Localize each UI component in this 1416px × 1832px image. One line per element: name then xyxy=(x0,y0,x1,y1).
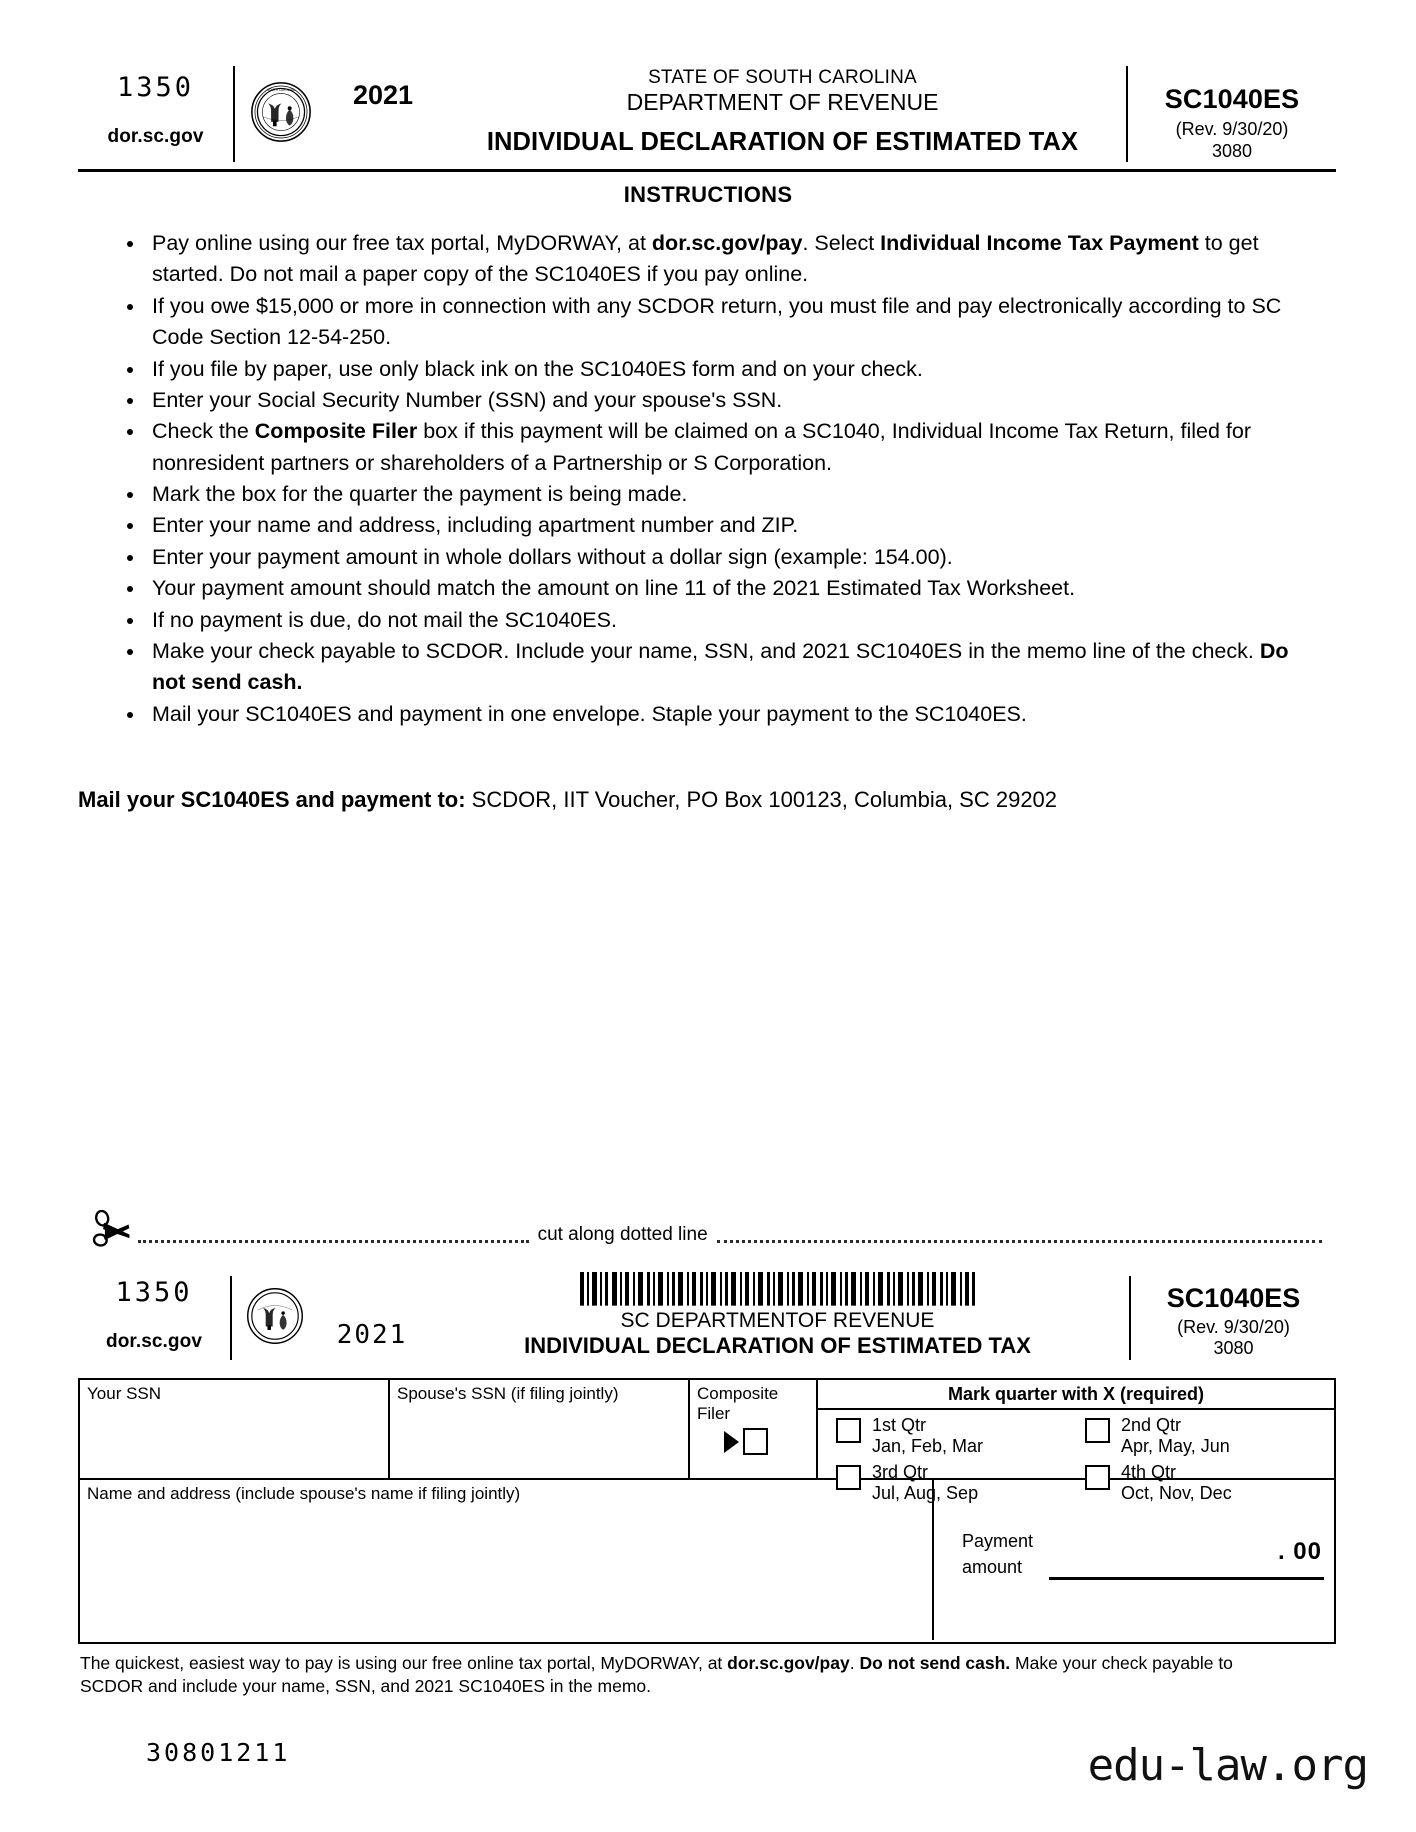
composite-filer-marker xyxy=(724,1428,768,1455)
instruction-text: Enter your name and address, including apartment number and ZIP. xyxy=(152,513,799,538)
voucher-website-label: dor.sc.gov xyxy=(105,1331,203,1352)
voucher-seal-block xyxy=(232,1272,318,1360)
instruction-item xyxy=(146,573,1298,604)
quarter-option-1[interactable] xyxy=(836,1415,1085,1457)
name-address-label: Name and address (include spouse's name if filing jointly) xyxy=(87,1484,521,1503)
instruction-bullets xyxy=(118,228,1298,730)
quarter-option-2[interactable] xyxy=(1085,1415,1334,1457)
form-revision: (Rev. 9/30/20) xyxy=(1175,119,1289,139)
instructions-list xyxy=(118,228,1298,730)
quarter-name: 4th Qtr xyxy=(1121,1461,1177,1482)
voucher-year-block xyxy=(318,1272,426,1360)
form-code: 3080 xyxy=(1211,141,1253,161)
instruction-text: Mail your SC1040ES and payment in one envelope. Staple your payment to the SC1040ES. xyxy=(152,701,1027,726)
quarter-months: Jan, Feb, Mar xyxy=(872,1435,984,1456)
instructions-heading: INSTRUCTIONS xyxy=(623,182,793,207)
instruction-item xyxy=(146,542,1298,573)
quarter-checkbox-2[interactable] xyxy=(1085,1418,1110,1443)
website-label: dor.sc.gov xyxy=(107,126,204,147)
form-header xyxy=(78,62,1336,170)
ssn-field-cell[interactable] xyxy=(80,1380,390,1478)
voucher-form-code: 3080 xyxy=(1213,1338,1254,1358)
quarter-checkbox-1[interactable] xyxy=(836,1418,861,1443)
form-number-block xyxy=(1128,62,1336,162)
voucher-footer-text xyxy=(80,1652,1336,1698)
instruction-text: If no payment is due, do not mail the SC1040ES. xyxy=(152,607,617,632)
instruction-item xyxy=(146,699,1298,730)
payment-amount-cell[interactable] xyxy=(934,1480,1334,1640)
instruction-emphasis: Composite Filer xyxy=(254,419,418,444)
form-id-block xyxy=(78,62,233,162)
voucher-table xyxy=(78,1378,1336,1644)
quarter-months: Apr, May, Jun xyxy=(1121,1435,1230,1456)
scissors-icon xyxy=(92,1210,136,1250)
instruction-text: box if this payment will be claimed on a SC1040, Individual Income Tax Return, filed for nonresident partners or shareholders of a Partnership or S Corporation. xyxy=(152,419,1252,475)
instruction-text: Enter your payment amount in whole dollars without a dollar sign (example: 154.00). xyxy=(152,544,953,569)
instruction-item xyxy=(146,636,1298,699)
instruction-text: If you owe $15,000 or more in connection with any SCDOR return, you must file and pay electronically according to SC Code Section 12-54-250. xyxy=(152,293,1282,350)
instruction-text: Make your check payable to SCDOR. Include your name, SSN, and 2021 SC1040ES in the memo line of the check. xyxy=(152,638,1260,663)
mail-to-address: SCDOR, IIT Voucher, PO Box 100123, Columbia, SC 29202 xyxy=(471,787,1058,812)
voucher-form-number: SC1040ES xyxy=(1166,1283,1301,1313)
quarter-name: 3rd Qtr xyxy=(872,1461,929,1482)
instruction-item xyxy=(146,605,1298,636)
mail-to-label: Mail your SC1040ES and payment to: xyxy=(78,787,466,812)
composite-filer-cell[interactable] xyxy=(690,1380,818,1478)
state-seal-block xyxy=(235,62,327,162)
state-seal-icon xyxy=(250,81,312,143)
state-line: STATE OF SOUTH CAROLINA xyxy=(648,66,917,88)
instruction-item xyxy=(146,510,1298,541)
instruction-text: Your payment amount should match the amount on line 11 of the 2021 Estimated Tax Worksheet. xyxy=(152,576,1076,601)
voucher-form-number-block xyxy=(1131,1272,1336,1360)
cut-dots-right xyxy=(717,1240,1322,1243)
form-title: INDIVIDUAL DECLARATION OF ESTIMATED TAX xyxy=(486,128,1079,157)
department-line: DEPARTMENT OF REVENUE xyxy=(626,88,939,115)
instruction-text: to get started. Do not mail a paper copy of the SC1040ES if you pay online. xyxy=(152,231,1259,287)
svg-text:SOUTH CAROLINA: SOUTH CAROLINA xyxy=(267,87,295,92)
instruction-text: Pay online using our free tax portal, MyDORWAY, at xyxy=(152,231,652,255)
cut-line-row xyxy=(92,1222,1322,1246)
instruction-item xyxy=(146,479,1298,510)
instruction-emphasis: dor.sc.gov/pay xyxy=(651,231,803,255)
composite-filer-label: Composite Filer xyxy=(697,1384,779,1423)
name-address-field-cell[interactable] xyxy=(80,1480,934,1640)
ssn-label: Your SSN xyxy=(87,1384,162,1403)
payment-amount-label xyxy=(962,1528,1033,1580)
voucher-form-revision: (Rev. 9/30/20) xyxy=(1177,1317,1290,1337)
footer-ocr-number: 30801211 xyxy=(146,1738,291,1767)
instruction-item xyxy=(146,385,1298,416)
mail-to-line xyxy=(78,787,1328,813)
watermark: edu-law.org xyxy=(1087,1740,1368,1791)
quarter-months: Jul, Aug, Sep xyxy=(872,1482,979,1503)
payment-label-line2: amount xyxy=(962,1557,1023,1578)
voucher-title: INDIVIDUAL DECLARATION OF ESTIMATED TAX xyxy=(524,1332,1031,1358)
barcode-icon xyxy=(578,1272,978,1306)
voucher-department-line: SC DEPARTMENTOF REVENUE xyxy=(620,1308,935,1332)
state-seal-icon xyxy=(246,1287,304,1345)
instruction-text: Check the xyxy=(152,419,255,444)
instruction-item xyxy=(146,416,1298,479)
header-rule xyxy=(78,169,1336,172)
voucher-form-id-block xyxy=(78,1272,230,1360)
footer-line2: SCDOR and include your name, SSN, and 2021 SC1040ES in the memo. xyxy=(80,1676,652,1697)
instruction-emphasis: Individual Income Tax Payment xyxy=(880,231,1199,255)
footer-portal-url: dor.sc.gov/pay xyxy=(727,1653,850,1673)
footer-no-cash: Do not send cash. xyxy=(859,1653,1011,1673)
quarter-name: 1st Qtr xyxy=(872,1415,927,1435)
voucher-row-name-payment xyxy=(80,1480,1334,1640)
voucher-form-id-ocr: 1350 xyxy=(115,1277,193,1308)
spouse-ssn-field-cell[interactable] xyxy=(390,1380,690,1478)
quarter-label-2 xyxy=(1121,1415,1230,1457)
footer-part-c: . xyxy=(849,1653,860,1673)
instruction-item xyxy=(146,228,1298,291)
instruction-item xyxy=(146,291,1298,354)
payment-label-line1: Payment xyxy=(962,1531,1034,1551)
payment-cents: . 00 xyxy=(1277,1538,1322,1565)
header-title-block xyxy=(439,62,1126,162)
quarter-label-1 xyxy=(872,1415,983,1457)
instruction-emphasis: Do not send cash. xyxy=(152,638,1289,695)
voucher-header xyxy=(78,1272,1336,1367)
footer-part-a: The quickest, easiest way to pay is using our free online tax portal, MyDORWAY, at xyxy=(80,1653,728,1673)
cut-line-label: cut along dotted line xyxy=(537,1224,708,1245)
spouse-ssn-label: Spouse's SSN (if filing jointly) xyxy=(397,1384,619,1403)
pointer-triangle-icon xyxy=(724,1431,739,1453)
instruction-text: Enter your Social Security Number (SSN) and your spouse's SSN. xyxy=(152,387,783,412)
cut-dots-left xyxy=(138,1240,529,1243)
tax-year-block xyxy=(327,62,439,162)
voucher-title-block xyxy=(426,1272,1129,1360)
instruction-text: Mark the box for the quarter the payment is being made. xyxy=(152,482,688,506)
footer-part-e: Make your check payable to xyxy=(1010,1653,1233,1673)
composite-filer-checkbox[interactable] xyxy=(743,1428,768,1455)
tax-year: 2021 xyxy=(352,80,414,110)
payment-amount-input-line[interactable] xyxy=(1049,1577,1324,1580)
quarter-selection-cell xyxy=(818,1380,1334,1503)
instruction-text: . Select xyxy=(802,231,881,255)
form-id-ocr: 1350 xyxy=(116,72,195,103)
quarter-months: Oct, Nov, Dec xyxy=(1121,1482,1232,1503)
voucher-tax-year: 2021 xyxy=(336,1320,408,1350)
form-number: SC1040ES xyxy=(1164,84,1300,114)
quarter-heading: Mark quarter with X (required) xyxy=(818,1380,1334,1410)
instruction-text: If you file by paper, use only black ink on the SC1040ES form and on your check. xyxy=(152,356,923,381)
quarter-name: 2nd Qtr xyxy=(1121,1415,1182,1435)
instruction-item xyxy=(146,354,1298,385)
